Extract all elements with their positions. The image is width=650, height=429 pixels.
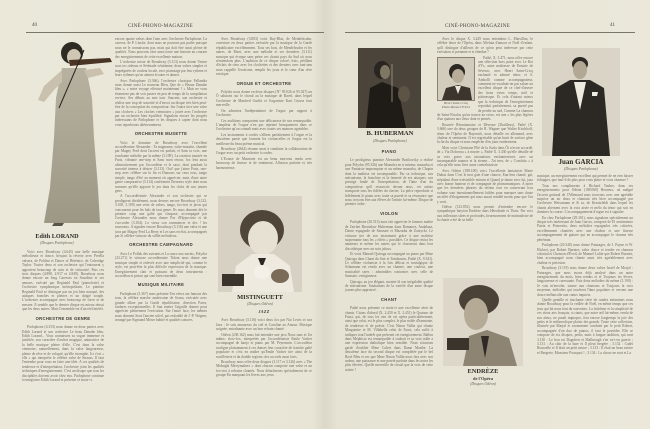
- saint-cricq-figure: [437, 57, 475, 109]
- edith-lorand-label: (Disques Parlophone): [40, 241, 74, 245]
- paragraph: Avec Parlophone (3.366), l'orchestre classique Fellandia nous donne aussi Le nouveau Bleu, Que de « Beaux Danube bleu », « notre voyage effectué maintenant ? » Mais ne vous étonnerez pas de voir passer en peu de temps de la compilation revivre. Ses débuts au mot tout. Saucent, son orchestre et réalise une trop de sonorité et d'envoi un disque très bien peut-être de la conception du compositeur. Sur l'autre face une valse aux clochers « Les cloches viennoises » jouée avec l'orchestre par un orchestre bien équilibré. Signalons encore les progrès intéressants de Parlophone et les disques à capter dont nous vous reparlerons ultérieurement.: [115, 78, 207, 127]
- section-heading-orchestre-musette: ORCHESTRE MUSETTE: [134, 131, 188, 137]
- edith-lorand-photo: [14, 38, 114, 228]
- paragraph: Et voici Manuel Quiroga accompagné au piano par Mme Quiroga dans Chant du Soir et Tambourin, Pathé (X. 9.341). Le célèbre violoniste à la fois délicat et nostalgique de Schumann est rendu avec un charme, une couleur, une musicalité rares ; admirables contrastes avec celle de Sarasate, vertigineuse.: [345, 252, 433, 279]
- section-heading-orchestre-de-genre: ORCHESTRE DE GENRE: [35, 315, 91, 321]
- paragraph: Avec Broadway (3.116) voici deux fox par Nat Lewis et son Jazz : Je suis amoureux du ciel et Caroline au Amour. Musique soignée, entraînante avec un bon refrain chanté.: [216, 318, 312, 332]
- saint-cricq-portrait: [438, 58, 474, 100]
- right-column-2: [437, 37, 533, 273]
- paragraph: Odéon (123.852) nous permet d'entendre encore le sympathique baryton Endrèze dans Hérodiade et Thaïs. Par voix aux inflexions sûres et profondes, heureusement de nuitmaîtrise de la charte a été de sa belle: [437, 205, 533, 223]
- endreze-subtitle: de l'Opéra: [473, 376, 493, 381]
- juan-garcia-portrait: [542, 48, 620, 156]
- saint-cricq-caption: [437, 101, 475, 109]
- endreze-portrait: [443, 278, 523, 366]
- right-column-3: [537, 174, 633, 420]
- paragraph: Parlophone (3.367) nous présente Ten views are famous des tous, la célèbre marche américaine de Sousa, exécutée avec grande allure par la Garde républicaine, direction Pares, fanfares exceptionnelles. Il faut mettre l'aiguille donner pour apprécier pleinement l'exécution. Sur l'autre face, les mêmes nous donnent Sous l'ancien soleil, pas redoublé de J.-P. Wagner, arrangé par Sigmund Möser habité et qualités sonores.: [115, 291, 207, 323]
- right-running-header: CINÉ-PHONO-MAGAZINE: [445, 23, 510, 29]
- mistinguett-photo: [218, 196, 302, 292]
- section-heading-orgue-et-orchestre: ORGUE ET ORCHESTRE: [236, 80, 292, 86]
- left-column-3: [216, 37, 312, 194]
- paragraph: encore quatre valses dont l'une avec l'orchestre Parlophone. La caresse, de P. Lincke, dont nous ne pouvons pas parler puisque nous ne le connaissons pas, mais qui doit être aussi pleine de qualités. Nous pouvons citer aussi toute une histoire au courant des enregistrements de cette excellente maison.: [115, 37, 207, 59]
- paragraph: Pathé, X. 3.471, nous offre encore une sélection hors paire avec Le Roi d'Ys, autre maîtresse de Ensuite de Séverac, avec Henri Saint-Cricq enchanté et admiré ténor, et S. Ambolli comme accompagnateur, comment ne voudrait-on pas saluer un excellent disque de ce chef-d'œuvre des bons vieux temps, naïf et pittoresque. Et cela d'autant mieux que la technique de l'enregistrement reproduit parfaitement, sa pureté pas de perdre au sud, Comme La chanson de Saint-Nicolas qu'on trouve au verso, est une « les plus légères d'un quatuor aux lieux dont et pensés.: [437, 55, 533, 122]
- paragraph: Quiroga, au jeu élégant, montre là son inégalable qualité de mécanisme. Souhaitons de la variété d'un autre disque jouons plus approuvé.: [345, 279, 433, 293]
- paragraph: Mais voici Christiane Pîté de la Scala dans Ôi n'avoir accordé, de « Via Dolorosa » à marier », Pathé X. 3.430 qu'elle détaille de sa voix grave aux intonations enchanteresses avec un incomparable nuance et la sienne... J'ai mes, de « Conchita » à cela qu'elle nous livre aussi contrebassiste.: [437, 145, 533, 168]
- section-heading-violon: VIOLON: [380, 210, 398, 216]
- paragraph: Avec Le Pollak des suivants et La sauce aux navets, Polydor (23.271) le virtuose accordéoniste Tidoni nous donne une musique simple et enlevée avec une simplicité qui, comme le style, est peut-être la plus difficile expression de la musique. Enregistrement clair et puissant de deux instruments : accordéon et piston qui sont bien ensemble.: [115, 251, 207, 278]
- left-column-1: [22, 250, 104, 420]
- left-running-header: CINÉ-PHONO-MAGAZINE: [128, 23, 193, 29]
- right-page: [325, 0, 650, 429]
- right-column-1: [345, 145, 433, 420]
- paragraph: Avec Broadway (3.803) voici Ruy-Blas, de Mendelssohn, ouverture en deux parties exécutée par la musique de la Garde républicaine excellemment. Tous ses bois, de Mendelssohn et les autres, de Bizet, avec une mélodie et ses dernières (3.111) musique qui évoque sans peine ces chants pays du Sud où nous n'entendons plus. L'audition de ce disque coloré, frais, pétillant d'éclats de rires avec les clochettes et des derniers avec tant-tam nous rappelle l'exotisme, remplit les yeux et le cœur d'un rêve exotique.: [216, 37, 312, 77]
- huberman-label: (Disques Parlophone): [373, 139, 407, 143]
- paragraph: L'orchestre mixte de Broadway (3.113) nous donne Venise sous tes rideaux et Sérénade vénitienne, deux valses simples et imprégnées de couleur locale, avec pianotage par leur rythme et leurs rythmes qu'on aimera écouter et danser.: [115, 60, 207, 78]
- paragraph: Voici avec Broadway (4.645) une belle musique mélodieuse et douce, berçant la réverie avec Perella valsera, de Poldini et Dance of Bérénice, de Coleridge Taylor. Toutes deux et son orchestre qui l'entourent y apportent beaucoup de soin et de virtuosité. Puis ces trois disques (4.898, 4.917 et 4.849). Broadway nous donne encore un long Caresses en Sourdine et ses amours, exécuté par Reginald Paul (pianoforte) et l'orchestre symphonique métropolitain. Le pianiste Reginald Paul se distingue par un jeu bien marqué, des attaques franches et pleines et un doigté souple. L'orchestre accompagne avec beaucoup de force et de mesure. Il semble que le dernier disque est mieux réussi que les deux autres. Mais l'ensemble est d'un réel intérêt.: [22, 250, 104, 312]
- left-page-number: 40: [32, 23, 37, 28]
- paragraph: Quelle gentille et touchante série de rondes enfantines nous donne Broadway pour la veillée de Noël, en même temps que ces jeux qui lui nous font du souvenirs. La fraîcheur et la simplicité de ces vieux airs français, si riants, que notre œil lui-même, rendu de nos aïeux, ne paraît impropre, fera encore longtemps la joie des petits et le mélancolique plaisir des grands. Toute cette collection, illustrée par Marjal et savamment conduite par le petit Robert, accompagnée d'un duo de pianos, il faut le posséder. Elle se compose de six disques, petits, mais à longue audition, qui sont 3.130 : Le bon roi Dagobert et Malbrough s'en va-t-en guerre ; 3.131 : Au clair de la lune et Il pleut bergère ; 3.132 : Cadet Rousselle et Il était un petit navire ; 3.133 : Il était un beau navire et Bergerie, Monsieur Pourquoi ! ; 3.134 : La choux ne sont et La: [537, 297, 633, 355]
- paragraph: musique, un enregistrement excellent qui permet de ne rien laisser échapper, que faut-il de plus pour vous plaire et vous charmer ?: [537, 174, 633, 183]
- juan-garcia-photo: [542, 48, 620, 156]
- paragraph: L'Extase de Massenet est un beau morceau rendu avec beaucoup de finesse et de sentiment. Allusion parfaite et très harmonieuse.: [216, 156, 312, 170]
- paragraph: Broadway (3.119) nous donne deux valses Israël de Morjal : Paturages, que nous avons déjà analysé dans un autre enregistrement du mois, bien rendus et et Toujours tes lèvres, langoureuse et caressante. Puis deux mélodies du même (3.190) : Je vais m'envoler, tourne aux chansons et Toujours la voix moyenne, mélodies qui touchent l'âme populaire et versent une douce mélancolie aux cœurs inquiets.: [537, 266, 633, 297]
- left-column-2: [115, 37, 207, 420]
- disques-odeon-logo: [222, 274, 244, 286]
- left-header-rule: [26, 32, 324, 33]
- paragraph: A l'accordéoniste Alexander et son orchestre qui se prodiguent dividément, nous devons encore Broadway (3.123, 3.108, 3.109) une série de valses, tango, fox-trot et javas qui concourent pour les bals de tout genre. Ils nous donnent dès le premier coup une gaîté qui s'impose, accompagné par l'orchestre Alexander nous donne Pas d'Hypocrisie et de s'accorder (3.104). Le vieux son commencer et des ! les nouveaux. A signaler encore Broadway (3.116) une valse et une java par Magny Fred La Berry et Les sans en état, accompagnés par le célèbre virtuose du sifflet mélodieux.: [115, 194, 207, 239]
- paragraph: Broadway (4644) résume aussi à combiner la collaboration de l'orgue avec un petit orchestre à cordes.: [216, 146, 312, 156]
- paragraph: Les instruments à cordes s'allient parfaitement à l'orgue et la deuxième partie que forment les violoncelles et l'orgue est la meilleure du beau poème musical.: [216, 132, 312, 146]
- paragraph: Odéon (238.162) nous fait entendre une java Nous sans et Un mâme, slow-fox, interprétés par l'accordéoniste Emile Vacher accompagné de banjo et piano par M. Peyronnin. L'accordéon souligne plaisamment à ces danses leur caractère de franche gaîté populaire et c'est en maître qu'Emile Vacher tire ainsi de la souffleterie et du double registre, des accords aussi forts.: [216, 332, 312, 359]
- section-heading-jazz: JAZZ: [258, 309, 270, 314]
- endreze-name: ENDRÈZE: [467, 368, 499, 375]
- paragraph: Polydor nous donne en deux disques (N° 95.026 et 95.027) un Ô salutaris sur le choral au la musique de Ravel, dans lequel l'orchestre de Manfred Gurlitt et l'organiste Kurt Grosse font merveille.: [216, 90, 312, 108]
- section-heading-orchestre-campagnard: ORCHESTRE CAMPAGNARD: [129, 242, 193, 248]
- section-heading-musique-militaire: MUSIQUE MILITAIRE: [137, 282, 185, 288]
- right-header-rule: [345, 32, 635, 33]
- juan-garcia-name: Juan GARCIA: [558, 158, 604, 166]
- huberman-photo: [358, 48, 421, 128]
- mistinguett-name: MISTINGUETT: [237, 294, 283, 301]
- saint-cricq-caption-credit: Photo Manuel Frères: [441, 104, 471, 109]
- section-heading-chant: CHANT: [380, 296, 398, 302]
- saint-cricq-photo: [437, 57, 475, 101]
- paragraph: Voici le domaine de Broadway avec l'excellent accordéoniste Alexander : Ta mignonne, valse-musette, chantée par Magny Fred dont l'accent est parfait, et Sans ta voix, une touchante mélodie par la même (3.109). La rotation tournée en Paris, vibrante one-step et Sans mon retour, fox lent aussi alternativement par l'accordéon et le saxo, dont pondant la sonorité intense à désirer (3.113). Oui! que j'aime Paris, one-step avec célèbre sur la fin et Dansons sur ceux tous, tango simple, tango d'été au moment où apprécier, mais d'une autre genre comparative (3.114) confirment l'heureux style dont nous sommes qu'elle apporte le jeu dans les clubs de nos jeunes gens.: [115, 140, 207, 193]
- juan-garcia-label: (Disques Parlophone): [564, 167, 598, 171]
- saint-cricq-caption-name: Henri Saint-Cricq: [444, 100, 468, 105]
- paragraph: Pathé nous présente ce mois-ci une excellente série de chants. Citons d'abord (X. 2.450 et X. 2.451) le Quatuor de Faust, qui, de tous les airs de cet opéra particulièrement, ainsi que celui, est le plus complet, le plus noble d'harmonie, de tendresse et de poésie. C'est Ninon Vallin qui chante Marguerite et M. Villabella celui de Faust, cela suffit à indiquer tout l'intérêt que présente cet enregistrement. Ballon dans Méphisto est remarquable à souhait et sa voix mâle a une expression diabolique bien sensible. Nous n'aurions garde d'oublier Mme Calvet dans Dame Marthe. La deuxième face du second disque est complétée par le bel Rosé Bleu et ses que Mme Ninon Vallin nous fera avec son ardeur, une puissance et une pureté parfaite dans les notes les plus élevées. Quelle merveille de cristal que la voix de cette artiste !: [345, 306, 433, 372]
- section-heading-piano: PIANO: [381, 149, 397, 154]
- violinist-illustration: [14, 38, 114, 228]
- paragraph: Parlophone (20.513) nous fait apprécier le fameux maître de l'archet Bronislaw Huberman dans Romance, Andaluza, Danse espagnole de Sarasate et Mazurka de Zarzycki. Le virtuose tire de son instrument grâce à une maîtrise surprenante tous les « effets » possibles. Ce disque ravira les amateurs et même les autres qui le classeront dans leur discothèque avec un soin jaloux.: [345, 220, 433, 251]
- edith-lorand-name: Edith LORAND: [35, 233, 79, 240]
- paragraph: Tous nos compliments à Richard Tauber, dans ses enregistrements pour Odéon (188.060) Heureux, où malgré l'accent guttural de l'Allemand nous trouvons avec une agréable surprise un air doux et chantant très bien accompagné par l'orchestre Weissmann et Si tu, de Kreutzfeldt dans lequel les chants alternent avec la voix aisée et mélo du ténor qui soit en dominer la course. L'accompagnement d'orgue est à signaler.: [537, 183, 633, 215]
- huberman-portrait: [358, 48, 421, 128]
- paragraph: Avec Odéon (188.100) voici l'excellente fantaisiste Marie Dubas dans C'est le mot gaie d'une chauve, Eau-lent chanté, gai, trépidant d'une irrésistible entrain et Quand je danse avec lui, jazz avec bonne humeur et de compagnie de phonomaniques. A noter que les dernières phrases du refrain tout en conservant leur volume sont intentionnellement faibles pour marquer sans doute un effet d'éloignement qui nous aurait semblé moins pour que l'on y croit.: [437, 168, 533, 204]
- paragraph: Ces auditions comportent une délicatesse de son remarquable. L'ampleur de l'orgue n'en pas reprimé brusquement dans ce l'orchestre qu'on connaît mais avec toutes ses nuances agréables.: [216, 118, 312, 132]
- paragraph: Bourrée Réunionnaise et Rêveuse (Dutilleux), Pathé (X. 3.666) one do deux groupes de R. Wagner que Walter Kirchhoff, ténor de l'Opéra de Bayreuth, nous détaille en allemand, avec chaleur et sentiment. Il est regrettable qu'un bruit de surface gêne la fin du disque et nous empêche d'en jouir entièrement.: [437, 122, 533, 145]
- left-column-3-bottom: [216, 308, 312, 420]
- paragraph: On admirera l'indépendance de l'orgue par rapport à l'orchestre.: [216, 108, 312, 118]
- paragraph: Le prodigieux pianiste Alexander Brailowsky a réalisé pour Polydor (95.326) une Mazurka en si mineur, mazurka et une Fantaisie impromptue et un même mazurka, de Chopin dont la maîtrise est incomparable. Par sa technique, son mécanisme, la franchise et la fermeté de ses attaques, son prestige fondé de l'interprétation, de l'âme d'un du compositeur qu'il ressuscite devant nous, cet artiste transporte tous les fidèles du clavier. La pièce reproduite si fidèlement le piano avec toute sa pureté et sa résonance que nous croyons être aux élèves de l'artiste lui-même. Disque de premier ordre.: [345, 158, 433, 207]
- endreze-label: (Disques Odéon): [470, 382, 496, 386]
- disques-odeon-logo-endreze: [447, 338, 469, 350]
- endreze-photo: [443, 278, 523, 366]
- paragraph: En chez Parlophone (29.301), nous signalons spécialement un disque très intéressant de Juan Garcia, composé de El sentimiento Patria et Princesita, deux mélodies espagnoles très colorées, excellemment chantées avec une chaleur et une finesse accompagnement de guitare qui en accompagne le charme très pénétrant.: [537, 215, 633, 242]
- paragraph: Broadway nous offre deux disques (3.117 et 3.126) avec « The Midnight Merrymakers » dont chacun comporte une valse et un fox-trot à refrains chantés. Nous détacherons spécialement de ce groupe En marquant les lèvres aux yeux.: [216, 360, 312, 378]
- paragraph: Parlophone (20.340) nous donne Paturages, de J. Payne et W. Hickert, par Robert Burnier, valse douce et tendre en chanson colonial et Chanson d'Éveil, de Manuel Lafite que Robert Burnier, bien accompagné nous chante aussi très agréablement avec chaleur et précision.: [537, 243, 633, 265]
- huberman-name: B. HUBERMAN: [366, 130, 414, 137]
- right-page-number: 41: [610, 23, 615, 28]
- mistinguett-label: (Disques Odéon): [247, 302, 273, 306]
- paragraph: Parlophone (4.353) nous donne en deux parties avec Edith Lorand et son orchestre Le beau Danube bleu. Edith Lorand... Vous connaissez sa vogue immense et justifiée, son caractère d'archet magique, animatrice de la belle musique pleine d'elle. C'est dans la valse viennoise, naturellement, dans la valse langoureuse, pleine de rêve et de volupté, qu'elle triomphe. Ici c'est « elle » qui interprète le célèbre valse de Strauss. Il faut l'entendre pour vous en faire une idée. A ces qualités de tendresse et d'interprétation, l'orchestre joint les qualités techniques d'enregistrement. C'est un disque que tous les disciphiles doivent avoir chez eux. Parlophone continue à enregistrer Edith Lorand et présente ce mois-ci.: [22, 325, 104, 382]
- paragraph: Avec le disque X. 3.429 nous entendons L. Marsillon, le célèbre ténor de l'Opéra, dans Alleluia d'amour et Noël d'enfant, qu'il distingue d'ailleurs de ce qu'on peut intéresser par cette exécution si prenante et si étendue ?: [437, 37, 533, 55]
